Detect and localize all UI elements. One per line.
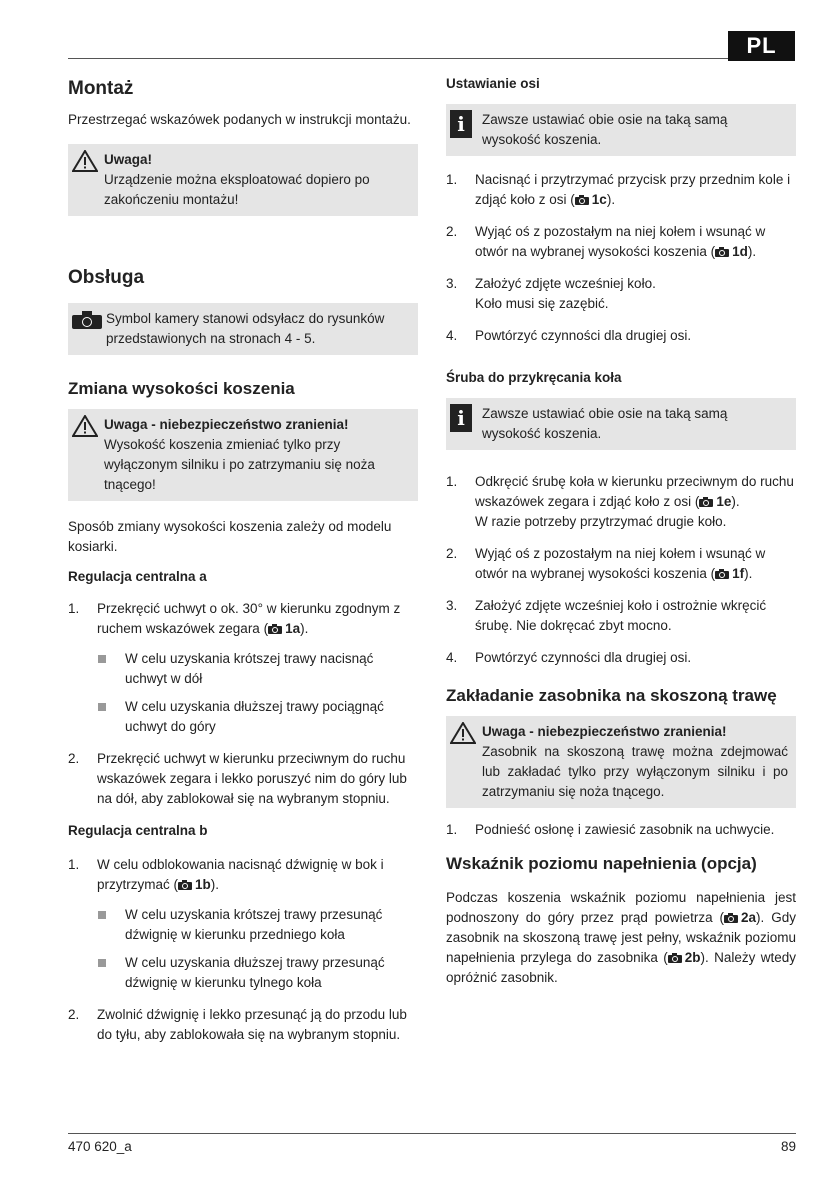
reg-a-steps <box>68 599 418 809</box>
section-title-zmiana: Zmiana wysokości koszenia <box>68 379 295 398</box>
osi-info-box <box>446 104 796 156</box>
montaz-warning-text: Urządzenie można eksploatować dopiero po zakończeniu montażu! <box>104 172 370 207</box>
camera-ref-icon <box>668 953 682 963</box>
list-item: 2. Zwolnić dźwignię i lekko przesunąć ją do przodu lub do tyłu, aby zablokowała się na wybranym stopniu. <box>68 1007 407 1042</box>
list-item: W celu uzyskania krótszej trawy nacisnąć uchwyt w dół <box>97 649 418 689</box>
reg-a-bullets <box>97 649 418 737</box>
camera-ref-icon <box>699 497 713 507</box>
zmiana-warning-box <box>68 409 418 501</box>
montaz-warning-box <box>68 144 418 216</box>
reg-b-steps <box>68 855 418 1045</box>
document-code: 470 620_a <box>68 1139 132 1154</box>
camera-note-text: Symbol kamery stanowi odsyłacz do rysunków przedstawionych na stronach 4 - 5. <box>106 311 385 346</box>
page-number: 89 <box>780 1139 796 1154</box>
zasobnik-steps <box>446 820 796 840</box>
warning-icon <box>72 415 98 443</box>
camera-ref-icon <box>715 247 729 257</box>
camera-note-box <box>68 303 418 355</box>
list-item: 3. Założyć zdjęte wcześniej koło. Koło musi się zazębić. <box>446 276 656 311</box>
left-column <box>68 72 418 1057</box>
reg-a-title: Regulacja centralna a <box>68 569 207 584</box>
footer-rule <box>68 1133 796 1134</box>
warning-icon <box>450 722 476 750</box>
warning-icon <box>72 150 98 178</box>
section-title-montaz: Montaż <box>68 78 134 99</box>
zasobnik-warning-title: Uwaga - niebezpieczeństwo zranienia! <box>482 724 727 739</box>
wskaznik-text: Podczas koszenia wskaźnik poziomu napełnienia jest podnoszony do góry przez prąd powietrza ( 2a). Gdy zasobnik na skoszoną trawę jest pełny, wskaźnik poziomu napełnienia przylega do zasobnika ( 2b). Należy wtedy opróżnić zasobnik. <box>446 890 796 985</box>
zasobnik-title: Zakładanie zasobnika na skoszoną trawę <box>446 686 777 705</box>
list-item: 3. Założyć zdjęte wcześniej koło i ostrożnie wkręcić śrubę. Nie dokręcać zbyt mocno. <box>446 598 767 633</box>
list-item: W celu uzyskania dłuższej trawy przesunąć dźwignię w kierunku tylnego koła <box>97 953 418 993</box>
zmiana-intro: Sposób zmiany wysokości koszenia zależy od modelu kosiarki. <box>68 519 392 554</box>
zasobnik-warning-box <box>446 716 796 808</box>
sruba-info-box <box>446 398 796 450</box>
zmiana-warning-text: Wysokość koszenia zmieniać tylko przy wyłączonym silniku i po zatrzymaniu się noża tnącego! <box>104 437 375 492</box>
sruba-title: Śruba do przykręcania koła <box>446 370 622 385</box>
list-item: 1. Odkręcić śrubę koła w kierunku przeciwnym do ruchu wskazówek zegara i zdjąć koło z osi ( 1e). W razie potrzeby przytrzymać drugie koło. <box>446 474 794 529</box>
section-title-obsluga: Obsługa <box>68 267 145 288</box>
list-item: 1. Podnieść osłonę i zawiesić zasobnik na uchwycie. <box>446 822 775 837</box>
list-item: 2. Wyjąć oś z pozostałym na niej kołem i wsunąć w otwór na wybranej wysokości koszenia ( 1d). <box>446 224 766 259</box>
list-item: 1. W celu odblokowania nacisnąć dźwignię w bok i przytrzymać ( 1b). W celu uzyskania krótszej trawy przesunąć dźwignię w kierunku przedniego koła W celu uzyskania dłuższej trawy przesunąć dźwignię w kierunku tylnego koła <box>68 855 418 993</box>
list-item: 4. Powtórzyć czynności dla drugiej osi. <box>446 650 692 665</box>
osi-info-text: Zawsze ustawiać obie osie na taką samą wysokość koszenia. <box>482 112 728 147</box>
camera-icon <box>72 311 102 335</box>
wskaznik-title: Wskaźnik poziomu napełnienia (opcja) <box>446 854 757 873</box>
list-item: 1. Nacisnąć i przytrzymać przycisk przy przednim kole i zdjąć koło z osi ( 1c). <box>446 172 791 207</box>
list-item: 4. Powtórzyć czynności dla drugiej osi. <box>446 328 692 343</box>
camera-ref-icon <box>268 624 282 634</box>
list-item: 2. Wyjąć oś z pozostałym na niej kołem i wsunąć w otwór na wybranej wysokości koszenia ( 1f). <box>446 546 766 581</box>
camera-ref-icon <box>178 880 192 890</box>
reg-b-bullets <box>97 905 418 993</box>
osi-title: Ustawianie osi <box>446 76 540 91</box>
camera-ref-icon <box>724 913 738 923</box>
zasobnik-warning-text: Zasobnik na skoszoną trawę można zdejmować lub zakładać tylko przy wyłączonym silniku i po zatrzymaniu się noża tnącego. <box>482 744 788 799</box>
osi-steps <box>446 170 796 346</box>
list-item: 1. Przekręcić uchwyt o ok. 30° w kierunku zgodnym z ruchem wskazówek zegara ( 1a). W celu uzyskania krótszej trawy nacisnąć uchwyt w dół W celu uzyskania dłuższej trawy pociągnąć uchwyt do góry <box>68 599 418 737</box>
right-column <box>446 72 796 988</box>
camera-ref-icon <box>715 569 729 579</box>
zmiana-warning-title: Uwaga - niebezpieczeństwo zranienia! <box>104 417 349 432</box>
montaz-warning-title: Uwaga! <box>104 152 153 167</box>
language-badge: PL <box>728 31 795 61</box>
header-rule <box>68 58 728 59</box>
list-item: W celu uzyskania krótszej trawy przesunąć dźwignię w kierunku przedniego koła <box>97 905 418 945</box>
camera-ref-icon <box>575 195 589 205</box>
list-item: W celu uzyskania dłuższej trawy pociągnąć uchwyt do góry <box>97 697 418 737</box>
list-item: 2. Przekręcić uchwyt w kierunku przeciwnym do ruchu wskazówek zegara i lekko poruszyć nim do góry lub na dół, aby zablokował się na wybranym stopniu. <box>68 751 407 806</box>
sruba-info-text: Zawsze ustawiać obie osie na taką samą wysokość koszenia. <box>482 406 728 441</box>
info-icon: i <box>450 110 472 138</box>
info-icon: i <box>450 404 472 432</box>
montaz-text: Przestrzegać wskazówek podanych w instrukcji montażu. <box>68 112 411 127</box>
reg-b-title: Regulacja centralna b <box>68 823 208 838</box>
sruba-steps <box>446 472 796 668</box>
